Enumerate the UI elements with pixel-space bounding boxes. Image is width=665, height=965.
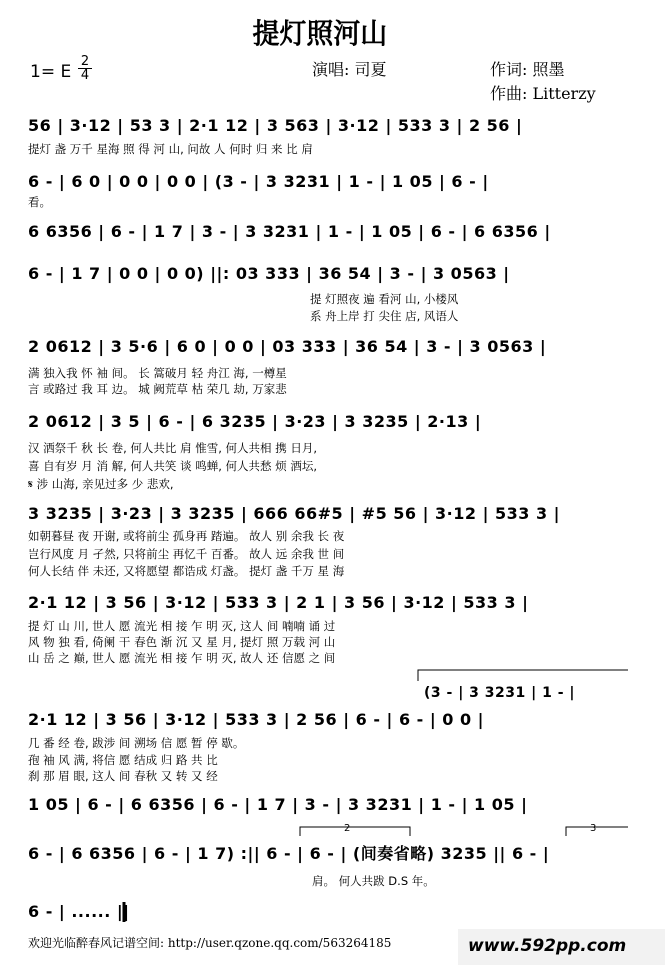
lyrics-row-8-verse-1: 提 灯 山 川, 世人 愿 流光 相 接 乍 明 灭, 这人 间 喃喃 诵 过 bbox=[28, 619, 336, 633]
interlude-bracket bbox=[418, 670, 628, 681]
notation-row-5: 2 0612 | 3 5·6 | 6 0 | 0 0 | 03 333 | 36 54 | 3 - | 3 0563 | bbox=[28, 337, 547, 356]
site-watermark: www.592pp.com bbox=[468, 936, 627, 956]
lyrics-row-2-verse-1: 看。 bbox=[28, 195, 51, 209]
notation-row-7: 3 3235 | 3·23 | 3 3235 | 666 66#5 | #5 56 | 3·12 | 533 3 | bbox=[28, 504, 560, 523]
notation-row-11: 1 05 | 6 - | 6 6356 | 6 - | 1 7 | 3 - | 3 3231 | 1 - | 1 05 | bbox=[28, 795, 528, 814]
lyrics-row-12-verse-1: 肩。 何人共跋 D.S 年。 bbox=[312, 874, 435, 888]
singer-credit: 演唱: 司夏 bbox=[312, 60, 387, 79]
meter-top: 2 bbox=[80, 54, 90, 69]
volta-3-label: 3 bbox=[590, 823, 597, 834]
meter-bottom: 4 bbox=[78, 68, 92, 82]
lyrics-row-5-verse-1: 满 独入我 怀 袖 间。 长 篙破月 轻 舟江 海, 一樽星 bbox=[28, 366, 287, 380]
notation-row-2: 6 - | 6 0 | 0 0 | 0 0 | (3 - | 3 3231 | 1 - | 1 05 | 6 - | bbox=[28, 172, 489, 191]
volta-2-label: 2 bbox=[344, 823, 351, 834]
lyrics-row-10-verse-3: 刹 那 眉 眼, 这人 间 春秋 又 转 又 经 bbox=[28, 769, 218, 783]
lyrics-row-8-verse-2: 风 物 独 看, 倚阑 干 春色 渐 沉 又 星 月, 提灯 照 万载 河 山 bbox=[28, 635, 336, 649]
lyricist-credit: 作词: 照墨 bbox=[490, 60, 565, 79]
lyrics-row-1-verse-1: 提灯 盏 万千 星海 照 得 河 山, 问故 人 何时 归 来 比 肩 bbox=[28, 142, 313, 156]
key-signature: 1= E bbox=[30, 62, 72, 82]
notation-row-8: 2·1 12 | 3 56 | 3·12 | 533 3 | 2 1 | 3 56 | 3·12 | 533 3 | bbox=[28, 593, 529, 612]
lyrics-row-5-verse-2: 言 或路过 我 耳 边。 城 阙荒草 枯 荣几 劫, 万家悲 bbox=[28, 382, 287, 396]
lyrics-row-10-verse-2: 孢 袖 风 满, 将信 愿 结成 归 路 共 比 bbox=[28, 753, 218, 767]
notation-row-6: 2 0612 | 3 5 | 6 - | 6 3235 | 3·23 | 3 3235 | 2·13 | bbox=[28, 412, 482, 431]
volta-3-bracket bbox=[566, 827, 628, 836]
notation-row-10: 2·1 12 | 3 56 | 3·12 | 533 3 | 2 56 | 6 - | 6 - | 0 0 | bbox=[28, 710, 485, 729]
notation-row-3: 6 6356 | 6 - | 1 7 | 3 - | 3 3231 | 1 - | 1 05 | 6 - | 6 6356 | bbox=[28, 222, 551, 241]
composer-credit: 作曲: Litterzy bbox=[490, 84, 596, 103]
notation-row-9-interlude: (3 - | 3 3231 | 1 - | bbox=[424, 685, 576, 701]
volta-2-bracket bbox=[300, 827, 410, 836]
lyrics-row-8-verse-3: 山 岳 之 巅, 世人 愿 流光 相 接 乍 明 灭, 故人 还 信愿 之 间 bbox=[28, 651, 336, 665]
lyrics-row-10-verse-1: 几 番 经 卷, 跋涉 间 溯场 信 愿 暂 停 歇。 bbox=[28, 736, 245, 750]
notation-row-4: 6 - | 1 7 | 0 0 | 0 0) ||: 03 333 | 36 54 | 3 - | 3 0563 | bbox=[28, 264, 510, 283]
lyrics-row-7-verse-3: 何人长结 伴 未还, 又将愿望 都诰成 灯盏。 提灯 盏 千万 星 海 bbox=[28, 564, 345, 578]
lyrics-row-7-verse-1: 如朝暮昼 夜 开谢, 或将前尘 孤身再 踏遍。 故人 别 余我 长 夜 bbox=[28, 529, 345, 543]
song-title: 提灯照河山 bbox=[252, 17, 388, 50]
lyrics-row-4-verse-1: 提 灯照夜 遍 看河 山, 小楼风 bbox=[310, 292, 459, 306]
lyrics-row-7-verse-2: 岂行风度 月 孑然, 只将前尘 再忆千 百番。 故人 远 余我 世 间 bbox=[28, 547, 345, 561]
footer-credit: 欢迎光临醉春风记谱空间: http://user.qzone.qq.com/563264185 bbox=[28, 936, 392, 950]
lyrics-row-4-verse-2: 系 舟上岸 打 尖住 店, 风语人 bbox=[310, 309, 459, 323]
lyrics-row-6-verse-2: 喜 自有岁 月 消 解, 何人共笑 谈 鸣蝉, 何人共愁 烦 酒坛, bbox=[28, 459, 318, 473]
notation-row-12: 6 - | 6 6356 | 6 - | 1 7) :|| 6 - | 6 - | (间奏省略) 3235 || 6 - | bbox=[28, 844, 550, 863]
notation-row-13: 6 - | ...... || bbox=[28, 902, 130, 921]
lyrics-row-6-verse-3: 𝄋 涉 山海, 亲见过多 少 悲欢, bbox=[28, 477, 174, 491]
notation-row-1: 56 | 3·12 | 53 3 | 2·1 12 | 3 563 | 3·12 | 533 3 | 2 56 | bbox=[28, 116, 523, 135]
lyrics-row-6-verse-1: 汉 洒祭千 秋 长 卷, 何人共比 肩 惟雪, 何人共相 携 日月, bbox=[28, 441, 318, 455]
